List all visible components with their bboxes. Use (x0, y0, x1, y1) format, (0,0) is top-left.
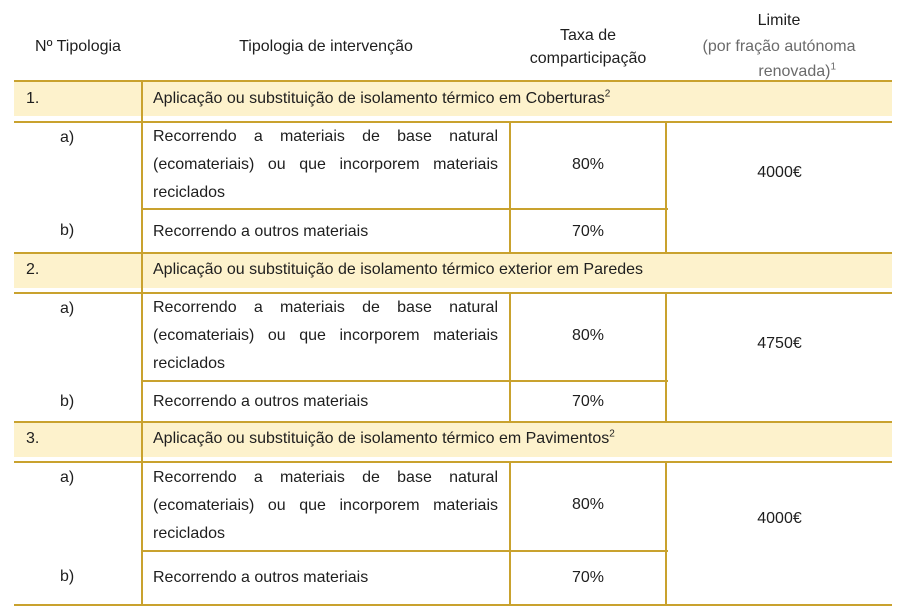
row-rate: 80% (571, 156, 605, 173)
vrule-col3-s1 (665, 123, 667, 252)
section-title-footnote: 2 (604, 88, 611, 100)
vrule-col3-s3 (665, 463, 667, 604)
rule-s1-bottom (14, 252, 892, 254)
row-rate: 70% (571, 569, 605, 586)
row-letter: b) (60, 222, 75, 239)
header-limit-subtitle-2: renovada)$^1$ (758, 61, 836, 80)
header-tipologia-intervention: Tipologia de intervenção (239, 38, 413, 55)
section-limit: 4750€ (757, 335, 802, 352)
section-limit: 4000€ (757, 510, 802, 527)
row-rate: 70% (571, 393, 605, 410)
row-description: Recorrendo a materiais de base natural (ecomateriais) ou que incorporem materiais reciclados (153, 299, 498, 372)
header-rate-line1: Taxa de (559, 27, 617, 44)
rule-s1-mid (142, 208, 668, 210)
section-title: Aplicação ou substituição de isolamento térmico em Coberturas$^2$ (153, 88, 611, 107)
section-title-footnote: 2 (609, 428, 615, 440)
rule-s3-top (14, 461, 892, 463)
row-letter: a) (60, 129, 75, 146)
row-description: Recorrendo a outros materiais (153, 569, 369, 586)
row-letter: a) (60, 469, 75, 486)
row-letter: b) (60, 568, 75, 585)
header-tipologia-number: Nº Tipologia (35, 38, 121, 55)
rule-s2-mid (142, 380, 668, 382)
rule-table-bottom (14, 604, 892, 606)
header-rate-line2: comparticipação (529, 50, 647, 67)
row-rate: 80% (571, 327, 605, 344)
rule-s2-bottom (14, 421, 892, 423)
vrule-col1 (141, 82, 143, 606)
row-letter: a) (60, 300, 75, 317)
row-letter: b) (60, 393, 75, 410)
row-rate: 80% (571, 496, 605, 513)
rule-s3-mid (142, 550, 668, 552)
section-number: 3. (26, 430, 40, 447)
header-limit-subtitle: (por fração autónoma (702, 38, 856, 55)
row-description: Recorrendo a materiais de base natural (ecomateriais) ou que incorporem materiais reciclados (153, 128, 498, 201)
section-title: Aplicação ou substituição de isolamento térmico em Pavimentos$^2$ (153, 428, 615, 447)
row-description: Recorrendo a outros materiais (153, 393, 369, 410)
section-title: Aplicação ou substituição de isolamento térmico exterior em Paredes (153, 261, 644, 278)
rule-header (14, 80, 892, 82)
header-limit-title: Limite (757, 12, 801, 29)
row-description: Recorrendo a materiais de base natural (ecomateriais) ou que incorporem materiais reciclados (153, 469, 498, 542)
row-rate: 70% (571, 223, 605, 240)
row-description: Recorrendo a outros materiais (153, 223, 369, 240)
section-limit: 4000€ (757, 164, 802, 181)
section-number: 2. (26, 261, 40, 278)
section-number: 1. (26, 90, 40, 107)
header-limit-footnote: 1 (830, 61, 836, 73)
